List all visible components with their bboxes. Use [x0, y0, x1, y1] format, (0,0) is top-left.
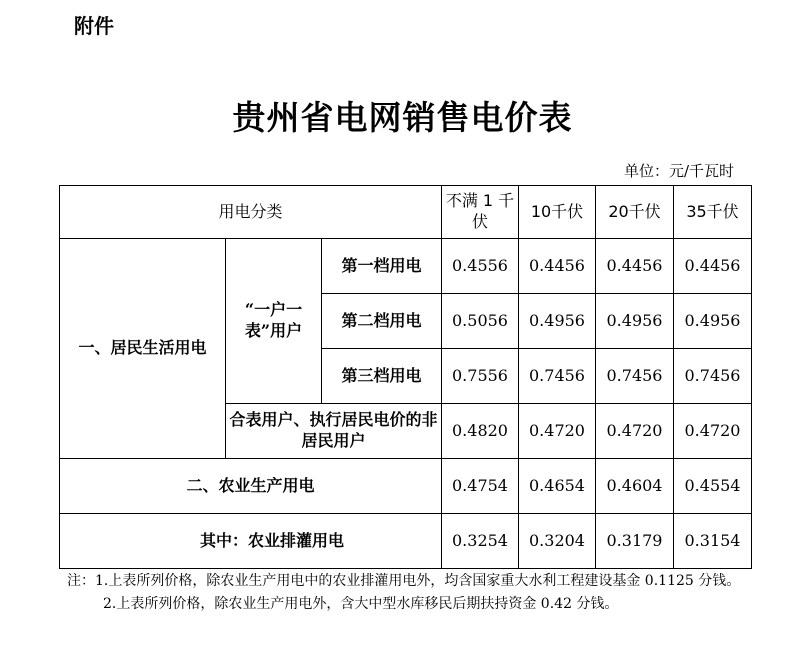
value-cell: 0.4456	[596, 239, 674, 294]
note-2: 2.上表所列价格，除农业生产用电外，含大中型水库移民后期扶持资金 0.42 分钱。	[103, 596, 619, 612]
value-cell: 0.3179	[596, 514, 674, 569]
value-cell: 0.3204	[519, 514, 596, 569]
header-col-4: 35千伏	[674, 186, 752, 239]
residential-label: 一、居民生活用电	[60, 239, 226, 459]
one-household-label: “一户一表”用户	[226, 239, 322, 404]
value-cell: 0.7456	[519, 349, 596, 404]
value-cell: 0.3254	[442, 514, 519, 569]
value-cell: 0.4720	[519, 404, 596, 459]
header-col-2: 10千伏	[519, 186, 596, 239]
value-cell: 0.4654	[519, 459, 596, 514]
value-cell: 0.4956	[674, 294, 752, 349]
value-cell: 0.5056	[442, 294, 519, 349]
value-cell: 0.4604	[596, 459, 674, 514]
note-1: 注：1.上表所列价格，除农业生产用电中的农业排灌用电外，均含国家重大水利工程建设基金 0.1125 分钱。	[67, 573, 741, 589]
page-title: 贵州省电网销售电价表	[232, 98, 573, 137]
value-cell: 0.4456	[674, 239, 752, 294]
table-row-tier1	[60, 239, 752, 294]
tier2-label: 第二档用电	[322, 294, 442, 349]
tier1-label: 第一档用电	[322, 239, 442, 294]
header-col-3: 20千伏	[596, 186, 674, 239]
value-cell: 0.7456	[674, 349, 752, 404]
shared-user-label: 合表用户、执行居民电价的非居民用户	[226, 404, 442, 459]
table-header-row	[60, 186, 752, 239]
notes	[67, 570, 787, 616]
agriculture-label: 二、农业生产用电	[60, 459, 442, 514]
value-cell: 0.4556	[442, 239, 519, 294]
irrigation-label: 其中：农业排灌用电	[60, 514, 442, 569]
value-cell: 0.4956	[519, 294, 596, 349]
value-cell: 0.4956	[596, 294, 674, 349]
value-cell: 0.3154	[674, 514, 752, 569]
header-col-1: 不满 1 千伏	[442, 186, 519, 239]
tier3-label: 第三档用电	[322, 349, 442, 404]
value-cell: 0.7456	[596, 349, 674, 404]
attachment-label: 附件	[74, 14, 114, 38]
value-cell: 0.4754	[442, 459, 519, 514]
value-cell: 0.4720	[596, 404, 674, 459]
header-category: 用电分类	[60, 186, 442, 239]
value-cell: 0.4554	[674, 459, 752, 514]
unit-label: 单位：元/千瓦时	[623, 162, 734, 180]
value-cell: 0.7556	[442, 349, 519, 404]
value-cell: 0.4456	[519, 239, 596, 294]
table-row-agriculture	[60, 459, 752, 514]
value-cell: 0.4820	[442, 404, 519, 459]
value-cell: 0.4720	[674, 404, 752, 459]
table-row-irrigation	[60, 514, 752, 569]
price-table	[59, 185, 752, 569]
